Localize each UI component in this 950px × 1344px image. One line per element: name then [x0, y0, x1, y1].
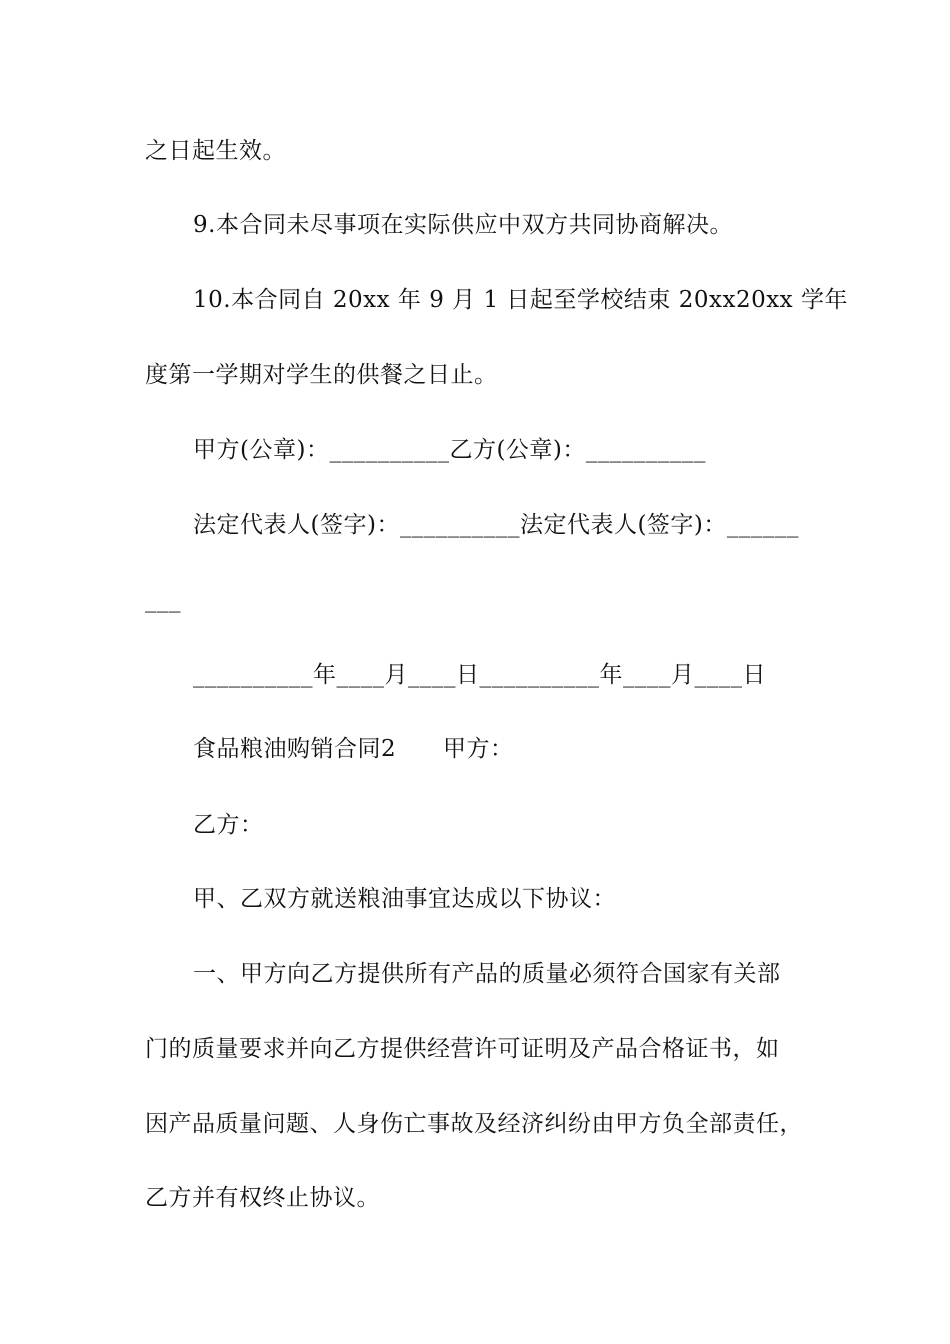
signature-line: 法定代表人(签字)：__________法定代表人(签字)：______ — [193, 512, 799, 538]
date-line: __________年____月____日__________年____月____日 — [193, 662, 766, 688]
seal-line: 甲方(公章)：__________乙方(公章)：__________ — [193, 437, 706, 463]
article-1: 一、甲方向乙方提供所有产品的质量必须符合国家有关部 — [193, 961, 781, 987]
text-line: 度第一学期对学生的供餐之日止。 — [145, 362, 498, 388]
party-b: 乙方： — [193, 812, 264, 838]
contract-title: 食品粮油购销合同2 甲方： — [193, 736, 514, 762]
text-line: 乙方并有权终止协议。 — [145, 1185, 380, 1211]
text-line: 门的质量要求并向乙方提供经营许可证明及产品合格证书，如 — [145, 1036, 780, 1062]
text-line: 之日起生效。 — [145, 138, 286, 164]
text-line: ___ — [145, 587, 181, 613]
clause-9: 9.本合同未尽事项在实际供应中双方共同协商解决。 — [193, 212, 733, 238]
text-line: 因产品质量问题、人身伤亡事故及经济纠纷由甲方负全部责任， — [145, 1111, 803, 1137]
clause-10: 10.本合同自 20xx 年 9 月 1 日起至学校结束 20xx20xx 学年 — [193, 287, 848, 313]
agreement-intro: 甲、乙双方就送粮油事宜达成以下协议： — [193, 886, 616, 912]
